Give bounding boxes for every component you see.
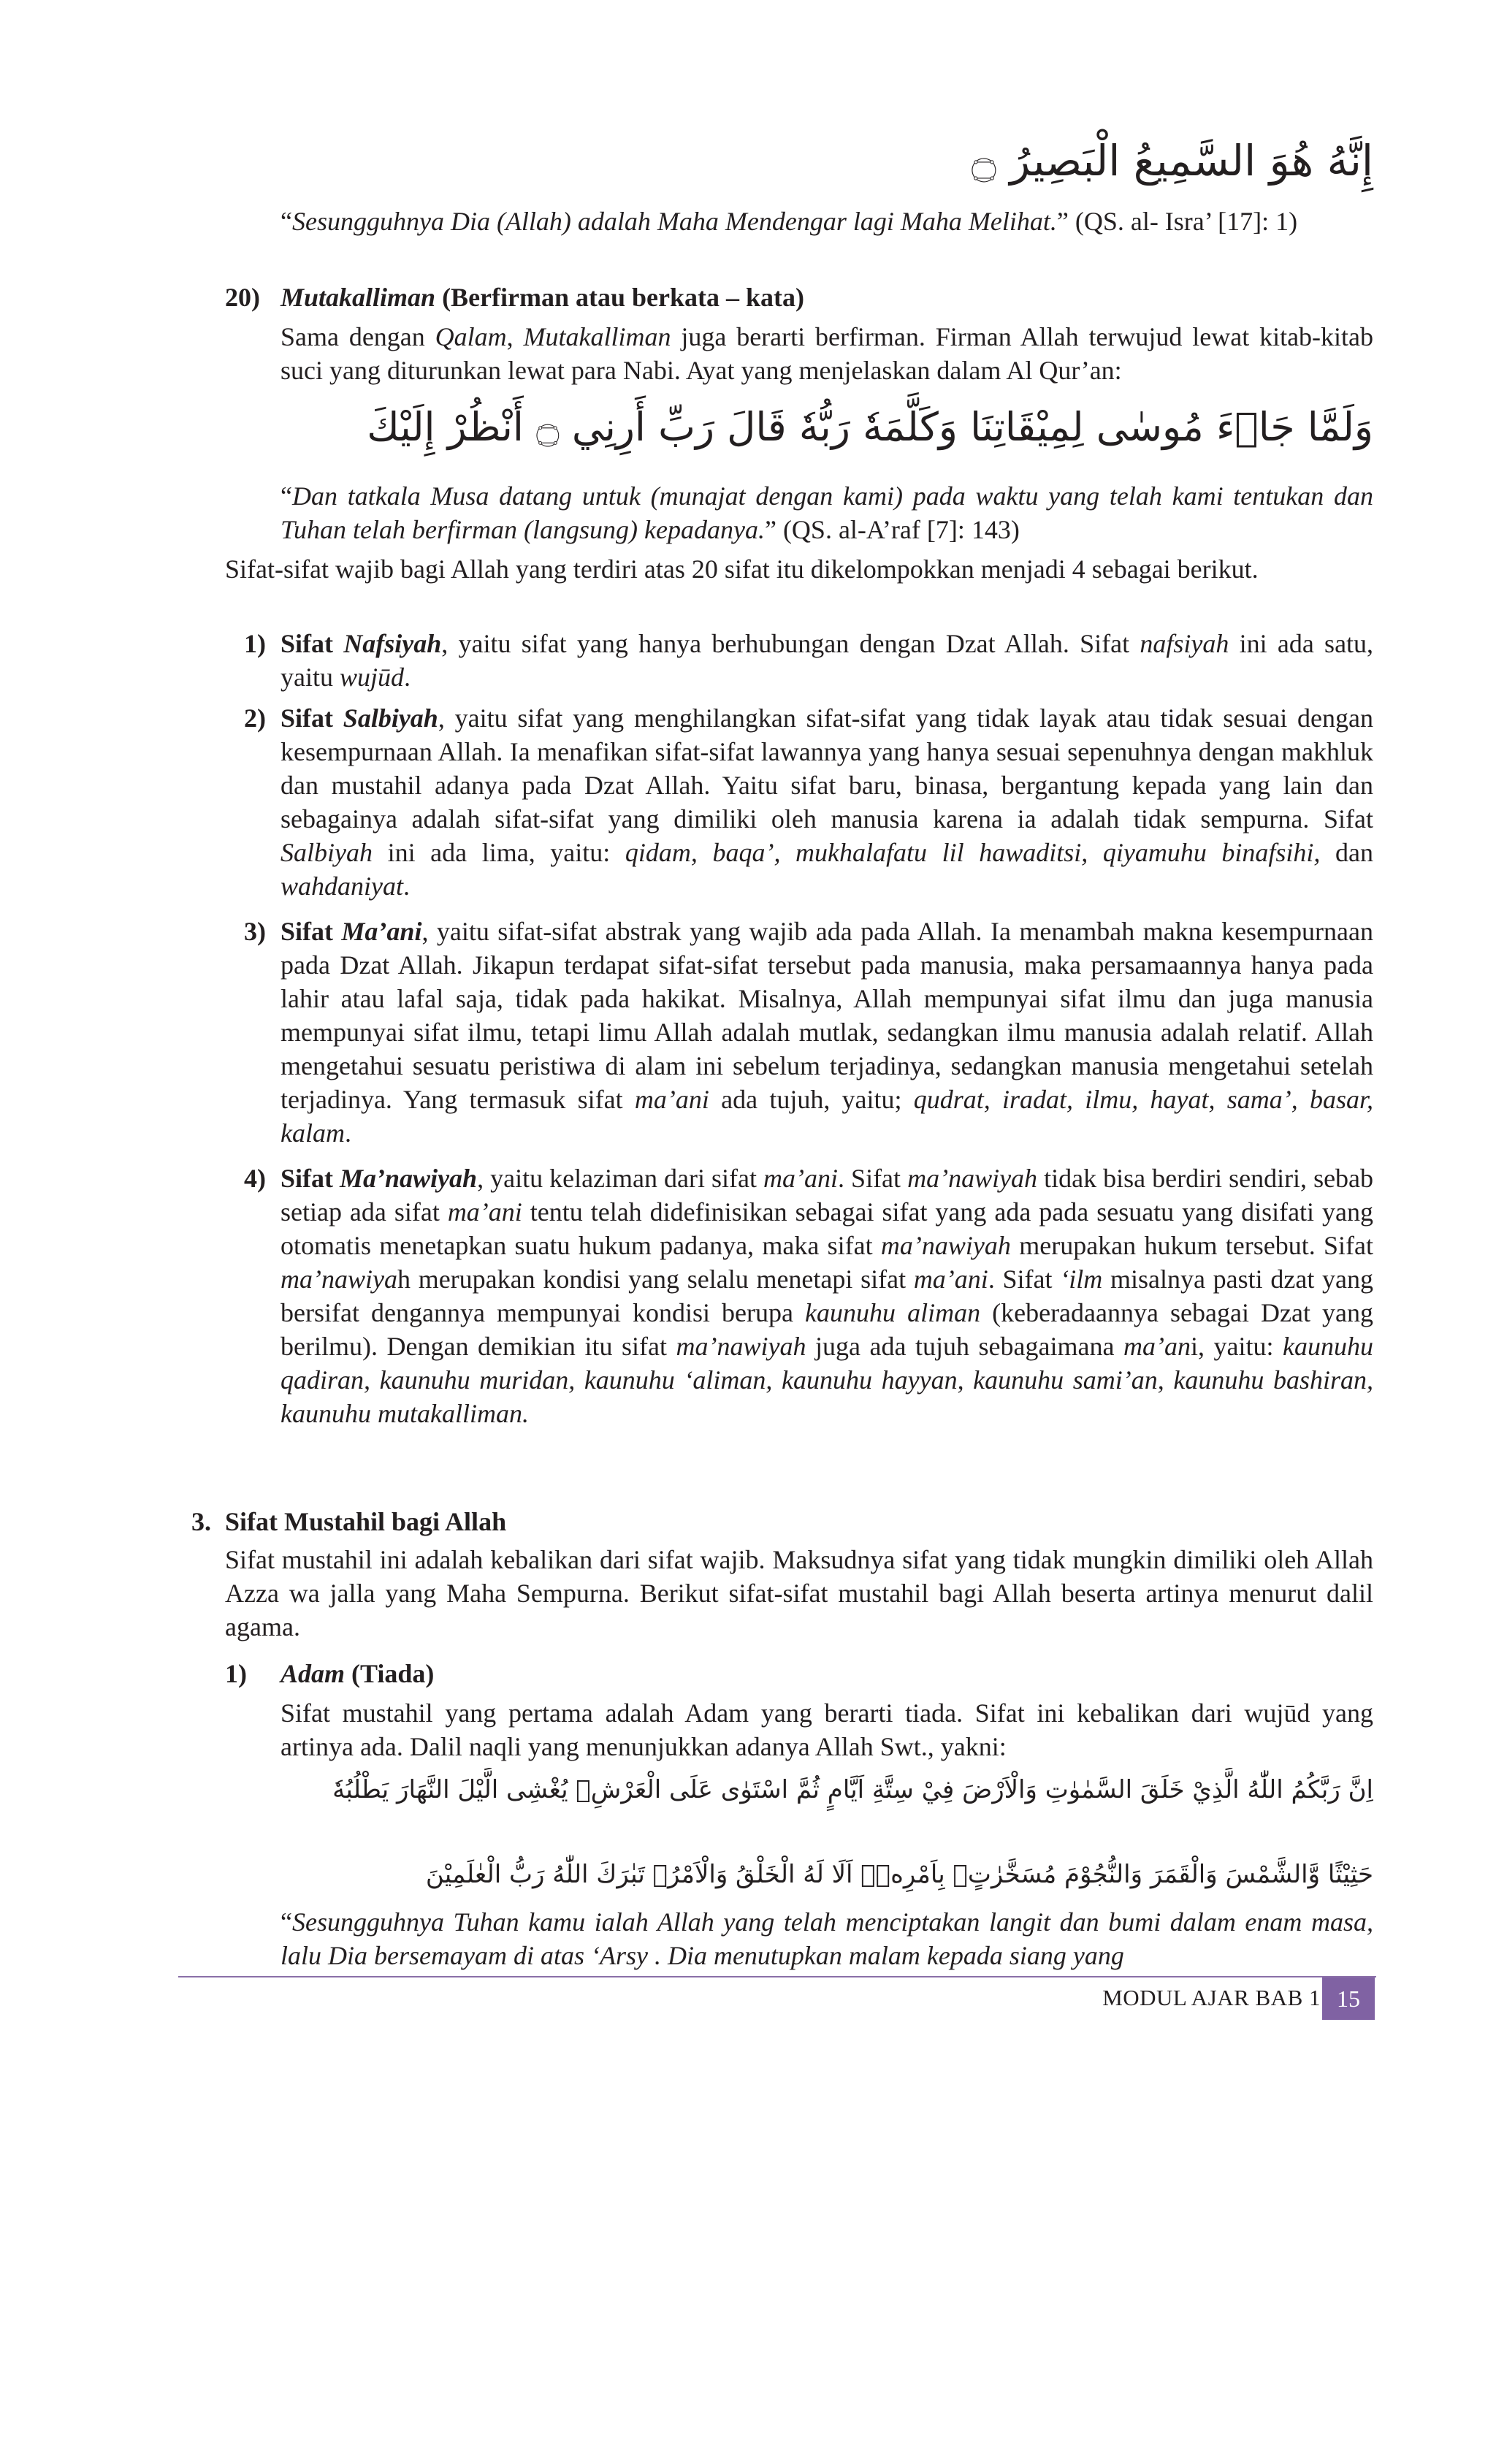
translation-text: Dan tatkala Musa datang untuk (munajat dengan kami) pada waktu yang telah kami tentukan dan Tuhan telah berfirman (langsung) kepadanya. (280, 481, 1373, 544)
group-name: Ma’nawiyah (340, 1164, 478, 1193)
verse-reference: (QS. al- Isra’ [17]: 1) (1075, 207, 1298, 236)
quote-close: ” (1056, 207, 1069, 236)
group-number-1: 1) (244, 629, 266, 658)
section-title: Sifat Mustahil bagi Allah (225, 1507, 507, 1536)
item-title-mutakalliman (280, 281, 1373, 314)
paragraph-adam: Sifat mustahil yang pertama adalah Adam yang berarti tiada. Sifat ini kebalikan dari wujūd yang artinya ada. Dalil naqli yang menunjukkan adanya Allah Swt., yakni: (280, 1698, 1373, 1761)
group-name: Salbiyah (343, 703, 438, 733)
group-name: Ma’ani (341, 917, 422, 946)
quote-open: “ (280, 207, 292, 236)
item-number-1: 1) (225, 1659, 247, 1688)
arabic-verse-al-araf: وَلَمَّا جَاۤءَ مُوسٰى لِمِيْقَاتِنَا وَكَلَّمَهٗ رَبُّهٗ قَالَ رَبِّ أَرِنِي ۝ أَنْظُرْ إِلَيْكَ (367, 404, 1373, 450)
group-number-4: 4) (244, 1164, 266, 1193)
group-name: Nafsiyah (343, 629, 442, 658)
item-title-adam: Adam (Tiada) (280, 1659, 435, 1688)
arabic-verse-line-1: اِنَّ رَبَّكُمُ اللّٰهُ الَّذِيْ خَلَقَ السَّمٰوٰتِ وَالْاَرْضَ فِيْ سِتَّةِ اَيَّامٍ ثُمَّ اسْتَوٰى عَلَى الْعَرْشِۗ يُغْشِى الَّيْلَ النَّهَارَ يَطْلُبُهٗ (332, 1775, 1373, 1804)
group-number-2: 2) (244, 703, 266, 733)
arabic-verse-line-2: حَثِيْثًا وَّالشَّمْسَ وَالْقَمَرَ وَالنُّجُوْمَ مُسَخَّرٰتٍۢ بِاَمْرِهٖۗ اَلَا لَهُ الْخَلْقُ وَالْاَمْرُۗ تَبٰرَكَ اللّٰهُ رَبُّ الْعٰلَمِيْنَ (425, 1860, 1373, 1889)
paragraph-mutakalliman: Sama dengan Qalam, Mutakalliman juga berarti berfirman. Firman Allah terwujud lewat kitab-kitab suci yang diturunkan lewat para Nabi. Ayat yang menjelaskan dalam Al Qur’an: (280, 322, 1374, 385)
paragraph-intro-groups: Sifat-sifat wajib bagi Allah yang terdiri atas 20 sifat itu dikelompokkan menjadi 4 sebagai berikut. (225, 554, 1259, 584)
footer-divider (178, 1976, 1376, 1977)
translation-text: Sesungguhnya Dia (Allah) adalah Maha Mendengar lagi Maha Melihat. (291, 207, 1057, 236)
translation-adam: “Sesungguhnya Tuhan kamu ialah Allah yang telah menciptakan langit dan bumi dalam enam masa, lalu Dia bersemayam di atas ‘Arsy . Dia menutupkan malam kepada siang yang (280, 1907, 1373, 1970)
translation-al-isra (280, 205, 1373, 238)
title-italic: Mutakalliman (280, 283, 436, 312)
translation-al-araf: “Dan tatkala Musa datang untuk (munajat dengan kami) pada waktu yang telah kami tentukan dan Tuhan telah berfirman (langsung) kepadanya.” (QS. al-A’raf [7]: 143) (280, 481, 1373, 544)
arabic-verse-al-isra: إِنَّهُ هُوَ السَّمِيعُ الْبَصِيرُ ۝ (971, 136, 1373, 186)
translation-text: Sesungguhnya Tuhan kamu ialah Allah yang telah menciptakan langit dan bumi dalam enam masa, lalu Dia bersemayam di atas ‘Arsy . Dia menutupkan malam kepada siang yang (280, 1907, 1373, 1970)
group-manawiyah: Sifat Ma’nawiyah, yaitu kelaziman dari sifat ma’ani. Sifat ma’nawiyah tidak bisa berdiri sendiri, sebab setiap ada sifat ma’ani tentu telah didefinisikan sebagai sifat yang ada pada sesuatu yang disifati yang otomatis menetapkan suatu hukum padanya, maka sifat ma’nawiyah merupakan hukum tersebut. Sifat ma’nawiyah merupakan kondisi yang selalu menetapi sifat ma’ani. Sifat ‘ilm misalnya pasti dzat yang bersifat dengannya mempunyai kondisi berupa kaunuhu aliman (keberadaannya sebagai Dzat yang berilmu). Dengan demikian itu sifat ma’nawiyah juga ada tujuh sebagaimana ma’ani, yaitu: kaunuhu qadiran, kaunuhu muridan, kaunuhu ‘aliman, kaunuhu hayyan, kaunuhu sami’an, kaunuhu bashiran, kaunuhu mutakalliman. (280, 1164, 1374, 1428)
item-number-20: 20) (225, 283, 260, 312)
title-rest: (Berfirman atau berkata – kata) (442, 283, 804, 312)
group-maani: Sifat Ma’ani, yaitu sifat-sifat abstrak yang wajib ada pada Allah. Ia menambah makna kesempurnaan pada Dzat Allah. Jikapun terdapat sifat-sifat tersebut pada manusia, maka persamaannya hanya pada lahir atau lafal saja, tidak pada hakikat. Misalnya, Allah mempunyai sifat ilmu dan juga manusia mempunyai sifat ilmu, tetapi limu Allah adalah mutlak, sedangkan ilmu manusia adalah relatif. Allah mengetahui sesuatu peristiwa di alam ini sebelum terjadinya, sedangkan manusia mengetahui setelah terjadinya. Yang termasuk sifat ma’ani ada tujuh, yaitu; qudrat, iradat, ilmu, hayat, sama’, basar, kalam. (280, 917, 1374, 1148)
footer-label: MODUL AJAR BAB 1 (1102, 1985, 1321, 2010)
section-number-3: 3. (191, 1507, 211, 1536)
group-nafsiyah: Sifat Nafsiyah, yaitu sifat yang hanya berhubungan dengan Dzat Allah. Sifat nafsiyah ini ada satu, yaitu wujūd. (280, 629, 1374, 692)
section-intro: Sifat mustahil ini adalah kebalikan dari sifat wajib. Maksudnya sifat yang tidak mungkin dimiliki oleh Allah Azza wa jalla yang Maha Sempurna. Berikut sifat-sifat mustahil bagi Allah beserta artinya menurut dalil agama. (225, 1545, 1373, 1641)
page-number: 15 (1322, 1977, 1375, 2020)
verse-reference: (QS. al-A’raf [7]: 143) (782, 515, 1020, 544)
group-salbiyah: Sifat Salbiyah, yaitu sifat yang menghilangkan sifat-sifat yang tidak layak atau tidak sesuai dengan kesempurnaan Allah. Ia menafikan sifat-sifat lawannya yang hanya sesuai sepenuhnya dengan makhluk dan mustahil adanya pada Dzat Allah. Yaitu sifat baru, binasa, bergantung kepada yang lain dan sebagainya adalah sifat-sifat yang dimiliki oleh manusia karena ia adalah tidak sempurna. Sifat Salbiyah ini ada lima, yaitu: qidam, baqa’, mukhalafatu lil hawaditsi, qiyamuhu binafsihi, dan wahdaniyat. (280, 703, 1373, 901)
group-number-3: 3) (244, 917, 266, 946)
